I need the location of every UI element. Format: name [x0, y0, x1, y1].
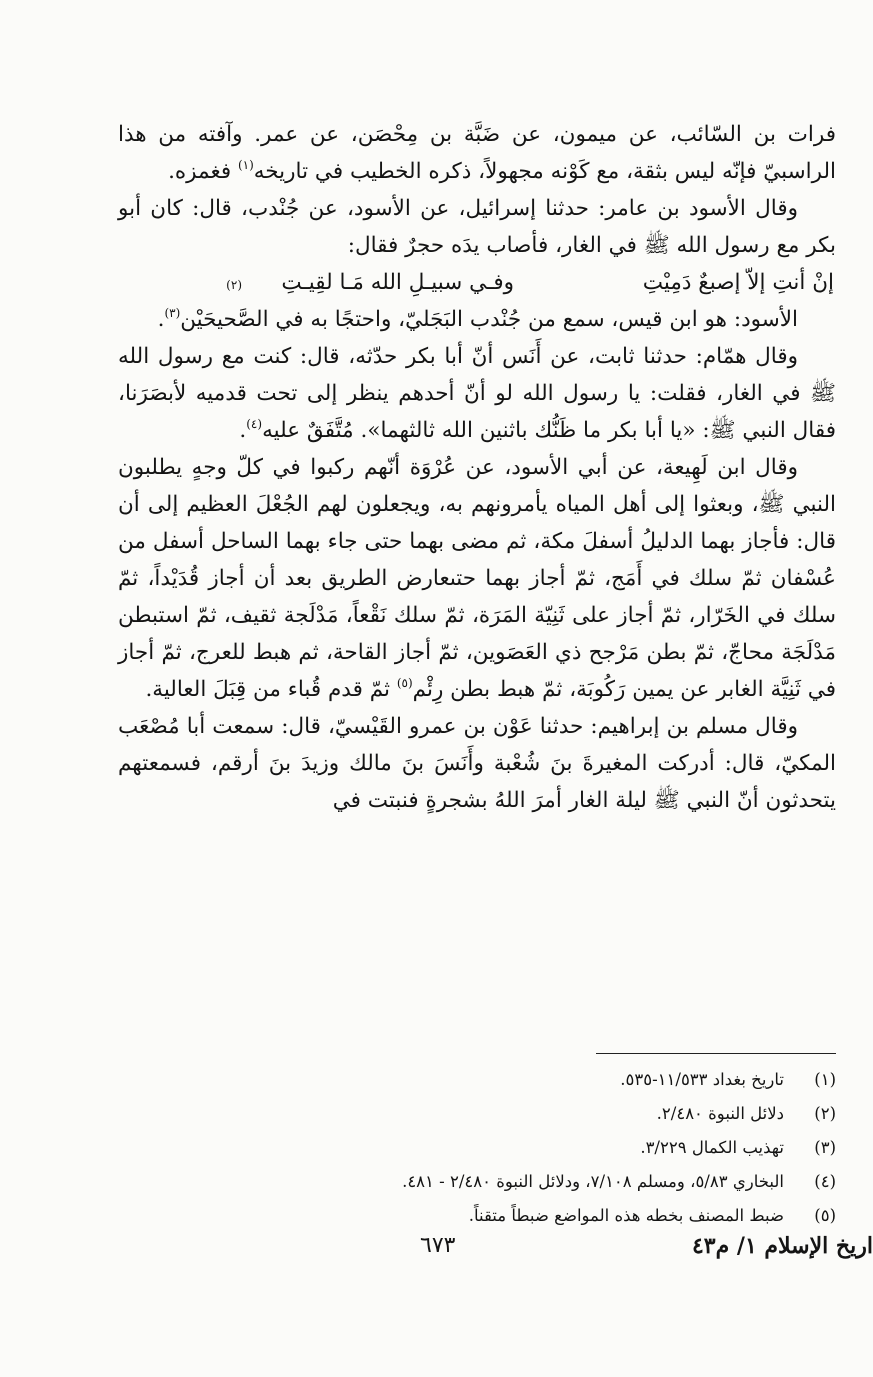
book-signature: اريخ الإسلام ١/ م٤٣ — [691, 1233, 873, 1259]
verse-hemistich-2: وفـي سبيـلِ الله مَـا لقِيـتِ — [281, 270, 514, 295]
footnotes — [118, 1063, 836, 1233]
footnote-5: (٥) ضبط المصنف بخطه هذه المواضع ضبطاً متقناً. — [468, 1206, 836, 1225]
paragraph-4: وقال همّام: حدثنا ثابت، عن أَنَس أنّ أبا بكر حدّثه، قال: كنت مع رسول الله ﷺ في الغار، فقلت: يا رسول الله لو أنّ أحدهم ينظر إلى تحت قدميه لأبصَرَنا، فقال النبي ﷺ: «يا أبا بكر ما ظَنُّك باثنين الله ثالثهما». مُتَّفَقٌ عليه$^{(٤)}$. — [118, 344, 836, 443]
page-number: ٦٧٣ — [420, 1233, 456, 1258]
footnote-ref-4: (٤) — [246, 417, 263, 431]
footnote-ref-5: (٥) — [396, 676, 413, 690]
footnote-3: (٣) تهذيب الكمال ٣/٢٢٩. — [640, 1138, 836, 1157]
footnote-divider — [596, 1053, 836, 1054]
paragraph-2: وقال الأسود بن عامر: حدثنا إسرائيل، عن الأسود، عن جُنْدب، قال: كان أبو بكر مع رسول الله ﷺ في الغار، فأصاب يدَه حجرٌ فقال: — [118, 196, 836, 258]
paragraph-3: الأسود: هو ابن قيس، سمع من جُنْدب البَجَليّ، واحتجًا به في الصَّحيحَيْن$^{(٣)}$. — [157, 306, 798, 332]
main-text — [118, 116, 836, 819]
footnote-ref-1: (١) — [237, 158, 254, 172]
footnote-2: (٢) دلائل النبوة ٢/٤٨٠. — [656, 1104, 836, 1123]
paragraph-1: فرات بن السّائب، عن ميمون، عن ضَبَّة بن مِحْصَن، عن عمر. وآفته من هذا الراسبيّ فإنّه ليس بثقة، مع كَوْنه مجهولاً، ذكره الخطيب في تاريخه$^{(١)}$ فغمزه. — [118, 122, 836, 184]
poetry-verse: إنْ أنتِ إلاّ إصبعٌ دَمِيْتِ وفـي سبيـلِ الله مَـا لقِيـتِ (٢) — [118, 264, 836, 301]
footnote-ref-3: (٣) — [164, 306, 181, 320]
page-footer — [0, 1224, 873, 1268]
verse-hemistich-1: إنْ أنتِ إلاّ إصبعٌ دَمِيْتِ — [642, 270, 834, 295]
paragraph-6: وقال مسلم بن إبراهيم: حدثنا عَوْن بن عمرو القَيْسيّ، قال: سمعت أبا مُصْعَب المكيّ، قال: أدركت المغيرةَ بنَ شُعْبة وأَنَسَ بنَ مالك وزيدَ بنَ أرقم، فسمعتهم يتحدثون أنّ النبي ﷺ ليلة الغار أمرَ اللهُ بشجرةٍ فنبتت في — [118, 714, 836, 813]
footnote-1: (١) تاريخ بغداد ١١/٥٣٣-٥٣٥. — [620, 1070, 836, 1089]
footnote-4: (٤) البخاري ٥/٨٣، ومسلم ٧/١٠٨، ودلائل النبوة ٢/٤٨٠ - ٤٨١. — [402, 1172, 836, 1191]
paragraph-5: وقال ابن لَهِيعة، عن أبي الأسود، عن عُرْوَة أنّهم ركبوا في كلّ وجهٍ يطلبون النبي ﷺ، وبعثوا إلى أهل المياه يأمرونهم به، ويجعلون لهم الجُعْلَ العظيم إلى أن قال: فأجاز بهما الدليلُ أسفلَ مكة، ثم مضى بهما حتى جاء بهما الساحل أسفل من عُسْفان ثمّ سلك في أَمَج، ثمّ أجاز بهما حتىعارض الطريق بعد أن أجاز قُدَيْداً، ثمّ سلك في الخَرّار، ثمّ أجاز على ثَنِيّة المَرَة، ثمّ سلك نَقْعاً، مَدْلَجة ثقيف، ثمّ استبطن مَدْلَجَة محاجّ، ثمّ بطن مَرْجح ذي العَصَوين، ثمّ أجاز القاحة، ثم هبط للعرج، ثمّ أجاز في ثَنِيَّة الغابر عن يمين رَكُوبَة، ثمّ هبط بطن رِئْم$^{(٥)}$ ثمّ قدم قُباء من قِبَلَ العالية. — [118, 455, 836, 702]
